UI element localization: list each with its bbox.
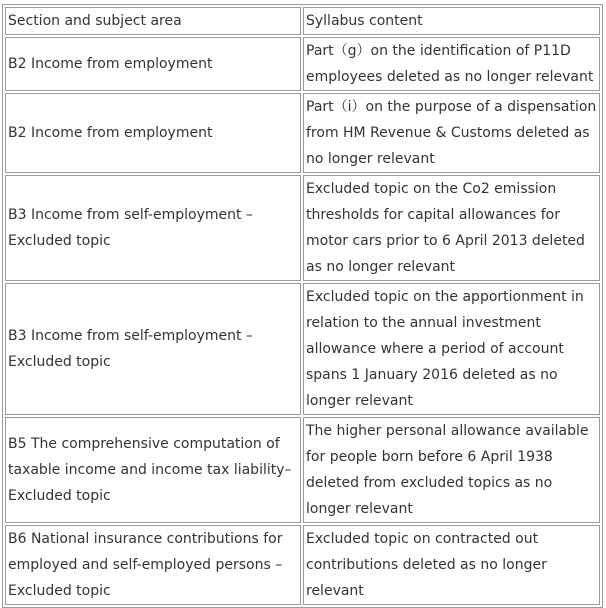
table-row <box>5 417 600 523</box>
table-row <box>5 175 600 281</box>
content-cell: Excluded topic on the apportionment in relation to the annual investment allowance where a period of account spans 1 January 2016 deleted as no longer relevant <box>303 283 600 415</box>
section-cell: B3 Income from self-employment – Excluded topic <box>5 175 301 281</box>
content-cell: Part（i）on the purpose of a dispensation from HM Revenue & Customs deleted as no longer relevant <box>303 93 600 173</box>
content-cell: The higher personal allowance available for people born before 6 April 1938 deleted from excluded topics as no longer relevant <box>303 417 600 523</box>
section-cell: B2 Income from employment <box>5 93 301 173</box>
table-row <box>5 37 600 91</box>
header-row <box>5 7 600 35</box>
section-cell: B5 The comprehensive computation of taxable income and income tax liability– Excluded topic <box>5 417 301 523</box>
section-cell: B3 Income from self-employment – Excluded topic <box>5 283 301 415</box>
section-cell: B6 National insurance contributions for employed and self-employed persons – Excluded topic <box>5 525 301 605</box>
section-cell: B2 Income from employment <box>5 37 301 91</box>
table-row <box>5 283 600 415</box>
syllabus-changes-table <box>2 4 603 608</box>
content-cell: Part（g）on the identification of P11D employees deleted as no longer relevant <box>303 37 600 91</box>
content-cell: Excluded topic on contracted out contributions deleted as no longer relevant <box>303 525 600 605</box>
table-row <box>5 93 600 173</box>
content-cell: Excluded topic on the Co2 emission thresholds for capital allowances for motor cars prior to 6 April 2013 deleted as no longer relevant <box>303 175 600 281</box>
header-content: Syllabus content <box>303 7 600 35</box>
header-section: Section and subject area <box>5 7 301 35</box>
table-row <box>5 525 600 605</box>
